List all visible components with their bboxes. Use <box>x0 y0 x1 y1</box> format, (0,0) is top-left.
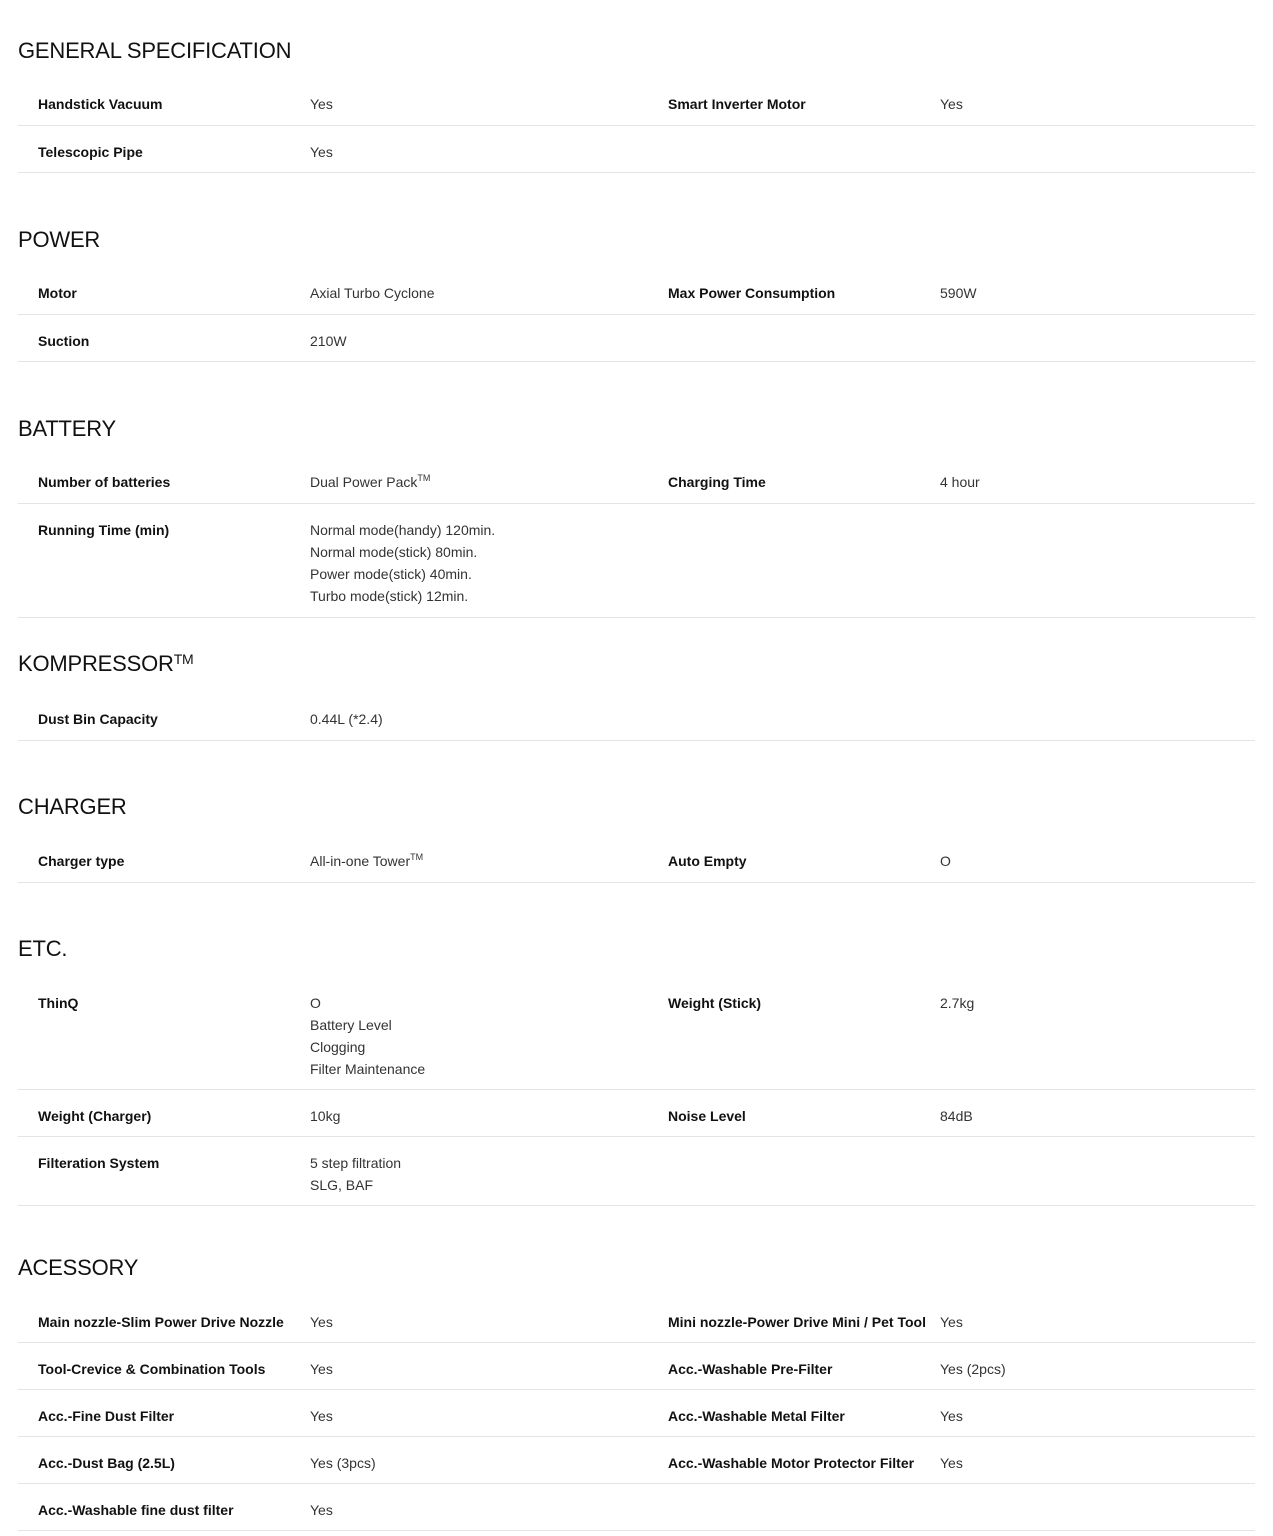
spec-table <box>18 456 1255 618</box>
spec-label: Acc.-Washable Pre-Filter <box>668 1361 833 1377</box>
spec-value: Axial Turbo Cyclone <box>310 285 435 301</box>
spec-value-line: 5 step filtration <box>310 1155 402 1171</box>
spec-value <box>310 519 495 607</box>
spec-label: Acc.-Washable fine dust filter <box>38 1502 234 1518</box>
trademark-sup: TM <box>417 473 431 483</box>
spec-value: O <box>940 853 951 869</box>
spec-value-line: Power mode(stick) 40min. <box>310 566 472 582</box>
section-title <box>18 651 194 677</box>
spec-label: Acc.-Fine Dust Filter <box>38 1408 175 1424</box>
spec-label: Dust Bin Capacity <box>38 711 158 727</box>
spec-label: Acc.-Washable Metal Filter <box>668 1408 845 1424</box>
spec-table <box>18 693 1255 741</box>
spec-label: Noise Level <box>668 1108 746 1124</box>
spec-table <box>18 1296 1255 1531</box>
spec-value: Yes <box>310 96 333 112</box>
spec-label: Handstick Vacuum <box>38 96 163 112</box>
table-row <box>18 1437 1255 1484</box>
spec-value <box>310 992 425 1080</box>
table-row <box>18 693 1255 741</box>
spec-value-line: O <box>310 995 321 1011</box>
spec-value: Yes <box>310 144 333 160</box>
spec-value: Yes <box>310 1408 333 1424</box>
spec-label: Weight (Stick) <box>668 995 762 1011</box>
spec-label: Mini nozzle-Power Drive Mini / Pet Tool <box>668 1314 926 1330</box>
table-row <box>18 126 1255 173</box>
spec-label: Filteration System <box>38 1155 160 1171</box>
spec-label: Charging Time <box>668 474 766 490</box>
trademark-sup: TM <box>173 651 194 667</box>
spec-label: Acc.-Dust Bag (2.5L) <box>38 1455 175 1471</box>
spec-value: Yes <box>310 1314 333 1330</box>
spec-label: Main nozzle-Slim Power Drive Nozzle <box>38 1314 284 1330</box>
spec-label: Number of batteries <box>38 474 171 490</box>
table-row <box>18 267 1255 315</box>
spec-value: Yes <box>310 1361 333 1377</box>
table-row <box>18 504 1255 618</box>
trademark-sup: TM <box>410 852 424 862</box>
spec-table <box>18 78 1255 173</box>
table-row <box>18 1390 1255 1437</box>
spec-value: 2.7kg <box>940 995 975 1011</box>
spec-value-line: Clogging <box>310 1039 366 1055</box>
spec-value-line: Battery Level <box>310 1017 392 1033</box>
spec-label: Max Power Consumption <box>668 285 836 301</box>
spec-value: Yes (3pcs) <box>310 1455 376 1471</box>
spec-table <box>18 835 1255 883</box>
spec-value-line: SLG, BAF <box>310 1177 374 1193</box>
spec-label: Charger type <box>38 853 125 869</box>
spec-value: 590W <box>940 285 977 301</box>
spec-value-text: All-in-one Tower <box>310 853 411 869</box>
spec-value: 4 hour <box>940 474 980 490</box>
table-row <box>18 1296 1255 1343</box>
section-title: ETC. <box>18 936 68 961</box>
spec-value: 0.44L (*2.4) <box>310 711 383 727</box>
spec-label: Acc.-Washable Motor Protector Filter <box>668 1455 915 1471</box>
table-row <box>18 1090 1255 1137</box>
spec-label: Tool-Crevice & Combination Tools <box>38 1361 266 1377</box>
spec-label: Motor <box>38 285 77 301</box>
spec-label: Smart Inverter Motor <box>668 96 806 112</box>
spec-value <box>310 1152 401 1196</box>
spec-table <box>18 267 1255 362</box>
table-row <box>18 315 1255 362</box>
spec-value <box>310 850 423 872</box>
spec-value-line: Filter Maintenance <box>310 1061 426 1077</box>
table-row <box>18 78 1255 126</box>
spec-value: Yes <box>940 96 963 112</box>
spec-value-line: Normal mode(stick) 80min. <box>310 544 478 560</box>
spec-value-text: Dual Power Pack <box>310 474 418 490</box>
spec-value: Yes <box>310 1502 333 1518</box>
spec-value: Yes <box>940 1455 963 1471</box>
spec-value <box>310 471 430 493</box>
section-title: BATTERY <box>18 416 117 441</box>
section-title: CHARGER <box>18 794 127 819</box>
spec-label: Weight (Charger) <box>38 1108 152 1124</box>
section-title: GENERAL SPECIFICATION <box>18 38 292 63</box>
table-row <box>18 456 1255 504</box>
spec-label: Running Time (min) <box>38 522 170 538</box>
spec-table <box>18 977 1255 1206</box>
spec-value: 84dB <box>940 1108 973 1124</box>
spec-value: 210W <box>310 333 347 349</box>
table-row <box>18 835 1255 883</box>
spec-value: Yes <box>940 1408 963 1424</box>
spec-label: Auto Empty <box>668 853 747 869</box>
spec-value: 10kg <box>310 1108 341 1124</box>
spec-value-line: Turbo mode(stick) 12min. <box>310 588 469 604</box>
spec-value: Yes (2pcs) <box>940 1361 1006 1377</box>
section-title-text: KOMPRESSOR <box>18 651 174 676</box>
table-row <box>18 1137 1255 1206</box>
spec-label: Suction <box>38 333 90 349</box>
spec-value-line: Normal mode(handy) 120min. <box>310 522 496 538</box>
spec-label: ThinQ <box>38 995 79 1011</box>
section-title: ACESSORY <box>18 1255 139 1280</box>
spec-value: Yes <box>940 1314 963 1330</box>
section-title: POWER <box>18 227 101 252</box>
table-row <box>18 1343 1255 1390</box>
table-row <box>18 1484 1255 1531</box>
table-row <box>18 977 1255 1090</box>
spec-label: Telescopic Pipe <box>38 144 143 160</box>
